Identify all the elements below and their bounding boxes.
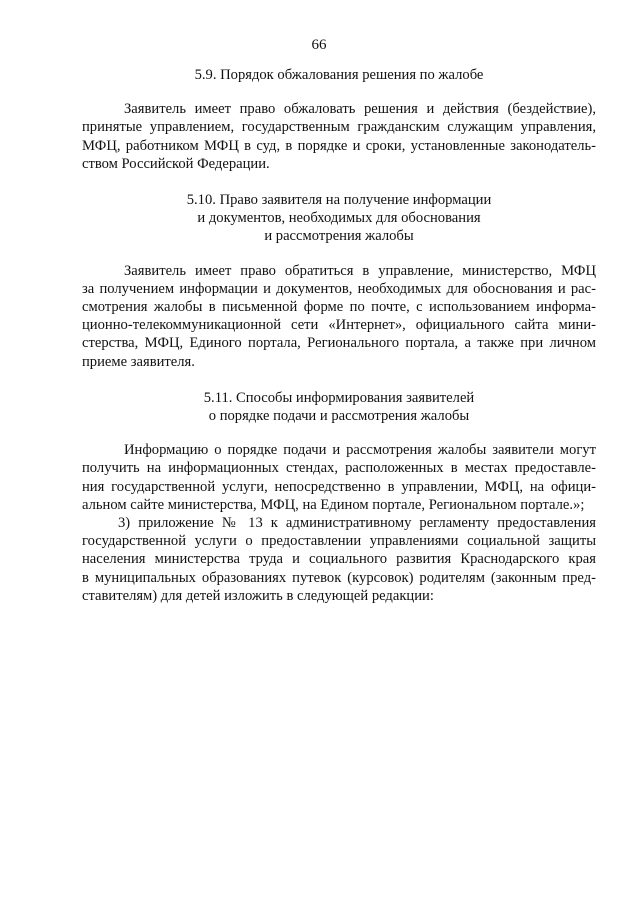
- heading-line: 5.11. Способы информирования заявителей: [203, 389, 475, 406]
- paragraph-line: Заявитель имеет право обратиться в управление, министерство, МФЦ: [124, 262, 596, 279]
- page-number: 66: [311, 37, 327, 53]
- paragraph-line: государственной услуги о предоставлении управлениями социальной защиты: [82, 533, 596, 550]
- paragraph-line: ционно-телекоммуникационной сети «Интернет», официального сайта мини-: [82, 317, 596, 334]
- paragraph-line: в муниципальных образованиях путевок (курсовок) родителям (законным пред-: [82, 569, 596, 586]
- heading-line: и документов, необходимых для обоснования: [197, 210, 481, 227]
- heading-line: о порядке подачи и рассмотрения жалобы: [208, 408, 470, 425]
- paragraph-line: ставителям) для детей изложить в следующей редакции:: [82, 587, 434, 604]
- paragraph-line: Заявитель имеет право обжаловать решения и действия (бездействие),: [124, 101, 596, 118]
- section-paragraph-5-10: [82, 262, 596, 371]
- section-heading-5-10: [82, 191, 596, 246]
- heading-line: и рассмотрения жалобы: [264, 228, 414, 245]
- paragraph-line: 3) приложение № 13 к административному регламенту предоставления: [118, 515, 596, 532]
- paragraph-line: получить на информационных стендах, расположенных в местах предоставле-: [82, 460, 596, 477]
- paragraph-line: населения министерства труда и социального развития Краснодарского края: [82, 551, 596, 568]
- heading-line: 5.10. Право заявителя на получение информации: [186, 192, 492, 209]
- paragraph-line: смотрения жалобы в письменной форме по почте, с использованием информа-: [82, 299, 596, 316]
- document-body: [82, 66, 596, 605]
- paragraph-line: за получением информации и документов, необходимых для обоснования и рас-: [82, 280, 596, 297]
- paragraph-line: ством Российской Федерации.: [82, 155, 270, 172]
- paragraph-line: альном сайте министерства, МФЦ, на Едином портале, Региональном портале.»;: [82, 496, 585, 513]
- heading-line: 5.9. Порядок обжалования решения по жалобе: [194, 67, 484, 83]
- paragraph-line: Информацию о порядке подачи и рассмотрения жалобы заявители могут: [124, 442, 596, 459]
- paragraph-line: приеме заявителя.: [82, 353, 195, 370]
- section-heading-5-9: [82, 66, 596, 84]
- section-paragraph-5-11: [82, 441, 596, 514]
- paragraph-line: ния государственной услуги, непосредственно в управлении, МФЦ, на офици-: [82, 478, 596, 495]
- paragraph-line: стерства, МФЦ, Единого портала, Регионального портала, а также при личном: [82, 335, 596, 352]
- paragraph-line: МФЦ, работником МФЦ в суд, в порядке и сроки, установленные законодатель-: [82, 137, 596, 154]
- section-heading-5-11: [82, 389, 596, 425]
- section-paragraph-5-9: [82, 100, 596, 173]
- paragraph-line: принятые управлением, государственным гражданским служащим управления,: [82, 119, 596, 136]
- amendment-paragraph: [82, 514, 596, 605]
